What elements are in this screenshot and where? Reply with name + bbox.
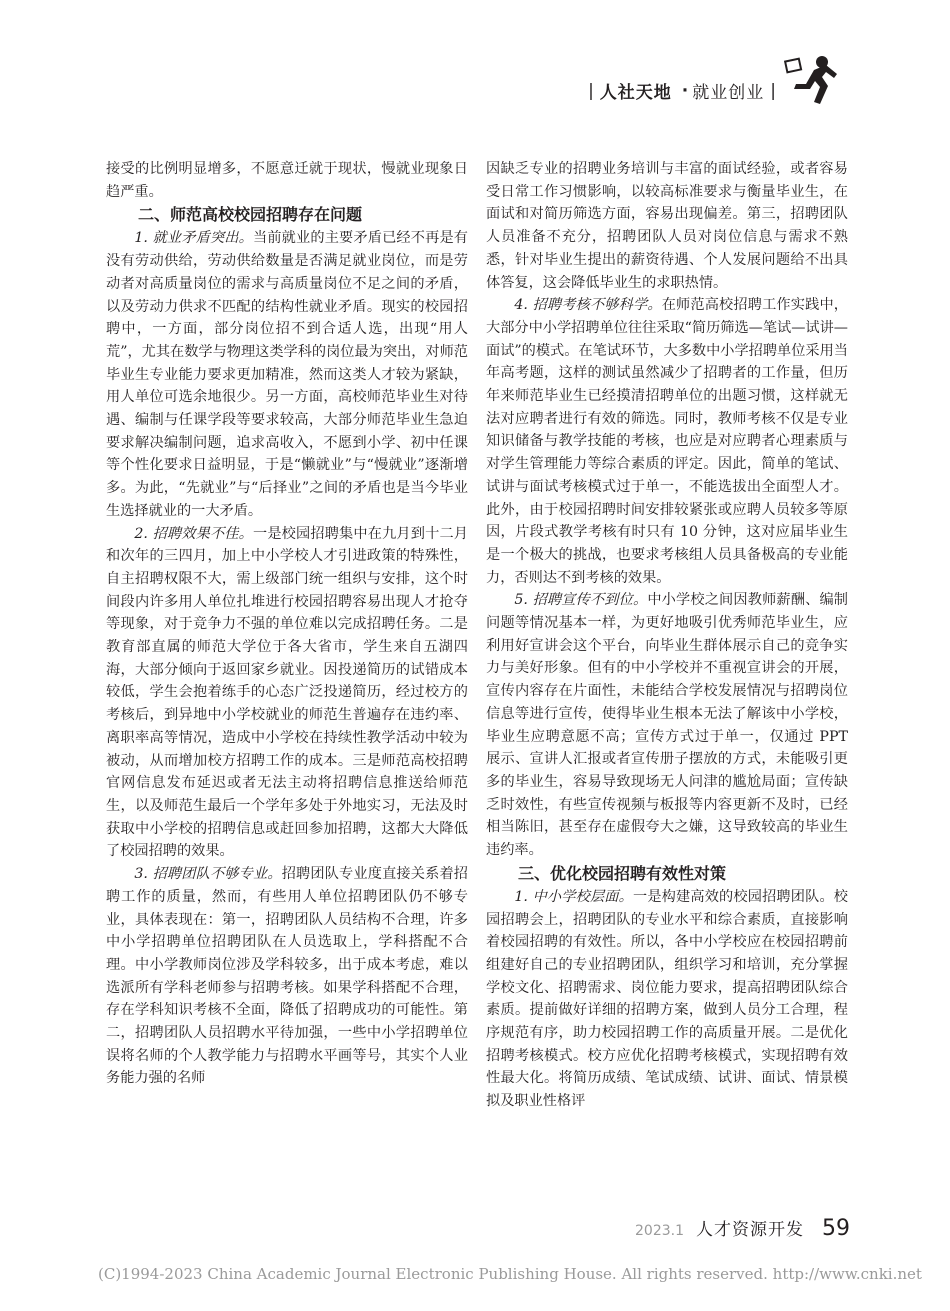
paragraph-text: 中小学校之间因教师薪酬、编制问题等情况基本一样，为更好地吸引优秀师范毕业生，应利用好宣讲会这个平台，向毕业生群体展示自己的竞争实力与美好形象。但有的中小学校并不重视宣讲会的开展，宣传内容存在片面性，未能结合学校发展情况与招聘岗位信息等进行宣传，使得毕业生根本无法了解该中小学校，毕业生应聘意愿不高；宣传方式过于单一，仅通过 PPT 展示、宣讲人汇报或者宣传册子摆放的方式，未能吸引更多的毕业生，容易导致现场无人问津的尴尬局面；宣传缺乏时效性，有些宣传视频与板报等内容更新不及时，已经相当陈旧，甚至存在虚假夸大之嫌，这导致较高的毕业生违约率。 [486,592,848,859]
paragraph [106,227,468,522]
paragraph-keyword: 1. 中小学校层面。 [514,888,633,905]
paragraph-text: 招聘团队专业度直接关系着招聘工作的质量，然而，有些用人单位招聘团队仍不够专业，具体表现在：第一，招聘团队人员结构不合理，许多中小学招聘单位招聘团队在人员选取上，学科搭配不合理。中小学教师岗位涉及学科较多，出于成本考虑，难以选派所有学科老师参与招聘考核。如果学科搭配不合理，存在学科知识考核不全面，降低了招聘成功的可能性。第二，招聘团队人员招聘水平待加强，一些中小学招聘单位误将名师的个人教学能力与招聘水平画等号，其实个人业务能力强的名师 [106,866,468,1087]
page-number: 59 [822,1216,850,1241]
paragraph-text: 当前就业的主要矛盾已经不再是有没有劳动供给，劳动供给数量是否满足就业岗位，而是劳动者对高质量岗位的需求与高质量岗位不足之间的矛盾，以及劳动力供求不匹配的结构性就业矛盾。现实的校园招聘中，一方面，部分岗位招不到合适人选，出现“用人荒”，尤其在数学与物理这类学科的岗位最为突出，对师范毕业生专业能力要求更加精准，然而这类人才较为紧缺，用人单位可选余地很少。另一方面，高校师范毕业生对待遇、编制与任课学段等要求较高，大部分师范毕业生急迫要求解决编制问题，追求高收入，不愿到小学、初中任课等个性化要求日益明显，于是“懒就业”与“慢就业”逐渐增多。为此，“先就业”与“后择业”之间的矛盾也是当今毕业生选择就业的一大矛盾。 [106,230,468,519]
issue-number: 2023.1 [635,1223,684,1239]
header-section-title: 人社天地 [599,83,672,103]
header-bar-start: | [588,80,594,101]
paragraph-keyword: 5. 招聘宣传不到位。 [514,592,648,609]
paragraph [486,589,848,861]
paragraph [106,863,468,1090]
paragraph-text: 一是校园招聘集中在九月到十二月和次年的三四月，加上中小学校人才引进政策的特殊性，自主招聘权限不大，需上级部门统一组织与安排，这个时间段内许多用人单位扎堆进行校园招聘容易出现人才抢夺等现象，对于竞争力不强的单位难以完成招聘任务。二是教育部直属的师范大学位于各大省市，学生来自五湖四海，大部分倾向于返回家乡就业。因投递简历的试错成本较低，学生会抱着练手的心态广泛投递简历，经过校方的考核后，到异地中小学校就业的师范生普遍存在违约率、离职率高等情况，造成中小学校在持续性教学活动中较为被动，从而增加校方招聘工作的成本。三是师范高校招聘官网信息发布延迟或者无法主动将招聘信息推送给师范生，以及师范生最后一个学年多处于外地实习，无法及时获取中小学校的招聘信息或赶回参加招聘，这都大大降低了校园招聘的效果。 [106,525,468,860]
paragraph [106,523,468,864]
header-dot: · [681,80,689,101]
paragraph-keyword: 3. 招聘团队不够专业。 [134,866,282,883]
paragraph-keyword: 1. 就业矛盾突出。 [134,230,253,247]
header-bar-end: | [770,80,776,101]
header-subsection: 就业创业 [692,83,765,103]
paragraph-text: 在师范高校招聘工作实践中，大部分中小学招聘单位往往采取“简历筛选—笔试—试讲—面试”的模式。在笔试环节，大多数中小学招聘单位采用当年高考题，这样的测试虽然减少了招聘者的工作量，但历年来师范毕业生已经摸清招聘单位的出题习惯，这样就无法对应聘者进行有效的筛选。同时，教师考核不仅是专业知识储备与教学技能的考核，也应是对应聘者心理素质与对学生管理能力等综合素质的评定。因此，简单的笔试、试讲与面试考核模式过于单一，不能选拔出全面型人才。此外，由于校园招聘时间安排较紧张或应聘人员较多等原因，片段式教学考核有时只有 10 分钟，这对应届毕业生是一个极大的挑战，也要求考核组人员具备极高的专业能力，否则达不到考核的效果。 [486,297,848,586]
right-column [486,158,848,1113]
running-header [588,78,782,103]
paragraph [486,294,848,589]
paragraph: 因缺乏专业的招聘业务培训与丰富的面试经验，或者容易受日常工作习惯影响，以较高标准要求与衡量毕业生，在面试和对简历筛选方面，容易出现偏差。第三，招聘团队人员准备不充分，招聘团队人员对岗位信息与需求不熟悉，针对毕业生提出的薪资待遇、个人发展问题给不出具体答复，这会降低毕业生的求职热情。 [486,161,848,291]
left-column [106,158,468,1090]
journal-name: 人才资源开发 [696,1220,804,1240]
page-footer [635,1215,850,1241]
paragraph: 接受的比例明显增多，不愿意迁就于现状，慢就业现象日趋严重。 [106,161,468,200]
paragraph-keyword: 4. 招聘考核不够科学。 [514,297,662,314]
running-figure-icon [784,54,840,106]
paragraph-text: 一是构建高效的校园招聘团队。校园招聘会上，招聘团队的专业水平和综合素质，直接影响着校园招聘的有效性。所以，各中小学校应在校园招聘前组建好自己的专业招聘团队，组织学习和培训，充分掌握学校文化、招聘需求、岗位能力要求，提高招聘团队综合素质。提前做好详细的招聘方案，做到人员分工合理，程序规范有序，助力校园招聘工作的高质量开展。二是优化招聘考核模式。校方应优化招聘考核模式，实现招聘有效性最大化。将简历成绩、笔试成绩、试讲、面试、情景模拟及职业性格评 [486,888,848,1110]
section-heading-2: 二、师范高校校园招聘存在问题 [138,205,363,225]
paragraph [486,886,848,1113]
copyright-notice: (C)1994-2023 China Academic Journal Electronic Publishing House. All rights reserved. http://www.cnki.net [98,1265,922,1283]
paragraph-keyword: 2. 招聘效果不佳。 [134,525,253,542]
section-heading-3: 三、优化校园招聘有效性对策 [518,863,727,883]
